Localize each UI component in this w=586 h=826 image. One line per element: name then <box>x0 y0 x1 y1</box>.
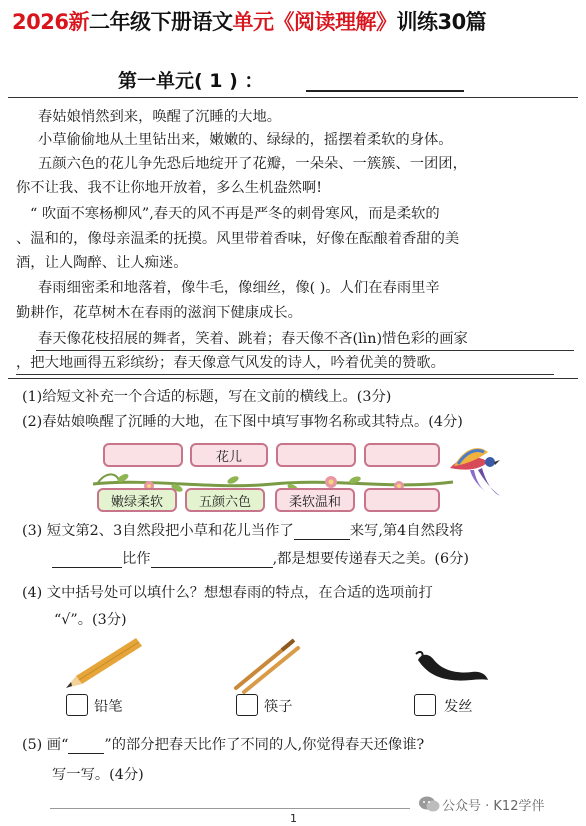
diagram-blank-box-2[interactable] <box>276 443 356 467</box>
diagram-box-soft-gentle: 柔软温和 <box>275 488 355 512</box>
q3-blank-2[interactable] <box>52 551 122 568</box>
question-5-line-2: 写一写。(4分) <box>52 767 144 783</box>
title-answer-line[interactable] <box>306 90 464 92</box>
passage-paragraph-4-line-3: 酒，让人陶醉、让人痴迷。 <box>16 255 188 271</box>
passage-paragraph-6-line-2: ，把大地画得五彩缤纷；春天像意气风发的诗人，吟着优美的赞歌。 <box>16 355 445 371</box>
question-3-line-1 <box>22 520 463 540</box>
q3-blank-3[interactable] <box>151 551 273 568</box>
passage-paragraph-3-line-1: 五颜六色的花儿争先恐后地绽开了花瓣，一朵朵、一簇簇、一团团， <box>38 156 467 172</box>
passage-paragraph-2: 小草偷偷地从土里钻出来，嫩嫩的、绿绿的，摇摆着柔软的身体。 <box>38 132 453 148</box>
option-checkbox-pencil[interactable] <box>66 694 88 716</box>
question-1: (1)给短文补充一个合适的标题，写在文前的横线上。(3分) <box>22 389 392 405</box>
question-3-text-b: 来写,第4自然段将 <box>349 523 464 539</box>
passage-paragraph-5-line-2: 勤耕作，花草树木在春雨的滋润下健康成长。 <box>16 305 302 321</box>
question-3-text-a: (3) 短文第2、3自然段把小草和花儿当作了 <box>22 523 294 539</box>
page-number: 1 <box>290 812 297 825</box>
header-divider <box>8 97 578 98</box>
title-year: 2026新 <box>12 10 89 34</box>
option-label-hair: 发丝 <box>444 699 473 715</box>
title-grade: 二年级下册语文 <box>88 10 233 34</box>
diagram-box-flowers: 花儿 <box>190 443 268 467</box>
q5-underline-sample <box>68 737 104 754</box>
diagram-blank-box-3[interactable] <box>364 443 440 467</box>
diagram-box-colorful: 五颜六色 <box>185 488 265 512</box>
option-label-chopsticks: 筷子 <box>264 699 293 715</box>
question-5-line-1 <box>22 734 424 754</box>
question-5-text-b: ”的部分把春天比作了不同的人,你觉得春天还像谁? <box>104 737 425 753</box>
title-count: 训练30篇 <box>396 10 487 34</box>
question-3-text-d: ,都是想要传递春天之美。(6分) <box>272 551 469 567</box>
passage-paragraph-4-line-1: “ 吹面不寒杨柳风”,春天的风不再是严冬的刺骨寒风，而是柔软的 <box>30 206 440 222</box>
swallow-bird-icon <box>444 438 506 500</box>
chopsticks-icon <box>232 636 302 694</box>
passage-paragraph-6-line-1: 春天像花枝招展的舞者，笑着、跳着；春天像不吝(lìn)惜色彩的画家 <box>38 331 468 347</box>
wechat-icon <box>418 795 440 813</box>
title-unit: 单元《阅读理解》 <box>232 10 397 34</box>
diagram-blank-box-1[interactable] <box>103 443 183 467</box>
passage-paragraph-4-line-2: 、温和的，像母亲温柔的抚摸。风里带着香味，好像在酝酿着香甜的美 <box>16 231 460 247</box>
passage-divider <box>8 378 578 379</box>
option-label-pencil: 铅笔 <box>94 699 123 715</box>
q5-answer-line[interactable] <box>50 808 410 809</box>
question-4-line-2: “√”。(3分) <box>54 612 127 628</box>
q3-blank-1[interactable] <box>294 523 350 540</box>
hair-icon <box>412 648 492 690</box>
diagram-blank-box-4[interactable] <box>364 488 440 512</box>
passage-paragraph-3-line-2: 你不让我、我不让你地开放着，多么生机盎然啊! <box>16 180 322 196</box>
question-4-line-1: (4) 文中括号处可以填什么？想想春雨的特点，在合适的选项前打 <box>22 585 433 601</box>
question-5-text-a: (5) 画“ <box>22 737 69 753</box>
passage-paragraph-1: 春姑娘悄然到来，唤醒了沉睡的大地。 <box>38 109 282 125</box>
passage-paragraph-5-line-1: 春雨细密柔和地落着，像牛毛，像细丝，像( )。人们在春雨里辛 <box>38 280 440 296</box>
underline-p6-1 <box>36 350 574 351</box>
page-title <box>12 6 486 36</box>
pencil-icon <box>62 634 148 690</box>
question-3-text-c: 比作 <box>122 551 151 567</box>
underline-p6-2 <box>16 374 554 375</box>
unit-subtitle: 第一单元( 1 ) ： <box>118 70 264 92</box>
question-2: (2)春姑娘唤醒了沉睡的大地，在下图中填写事物名称或其特点。(4分) <box>22 414 463 430</box>
watermark-text: 公众号 · K12学伴 <box>442 799 545 814</box>
option-checkbox-hair[interactable] <box>414 694 436 716</box>
diagram-box-tender-green: 嫩绿柔软 <box>97 488 177 512</box>
question-3-line-2 <box>52 548 469 568</box>
option-checkbox-chopsticks[interactable] <box>236 694 258 716</box>
